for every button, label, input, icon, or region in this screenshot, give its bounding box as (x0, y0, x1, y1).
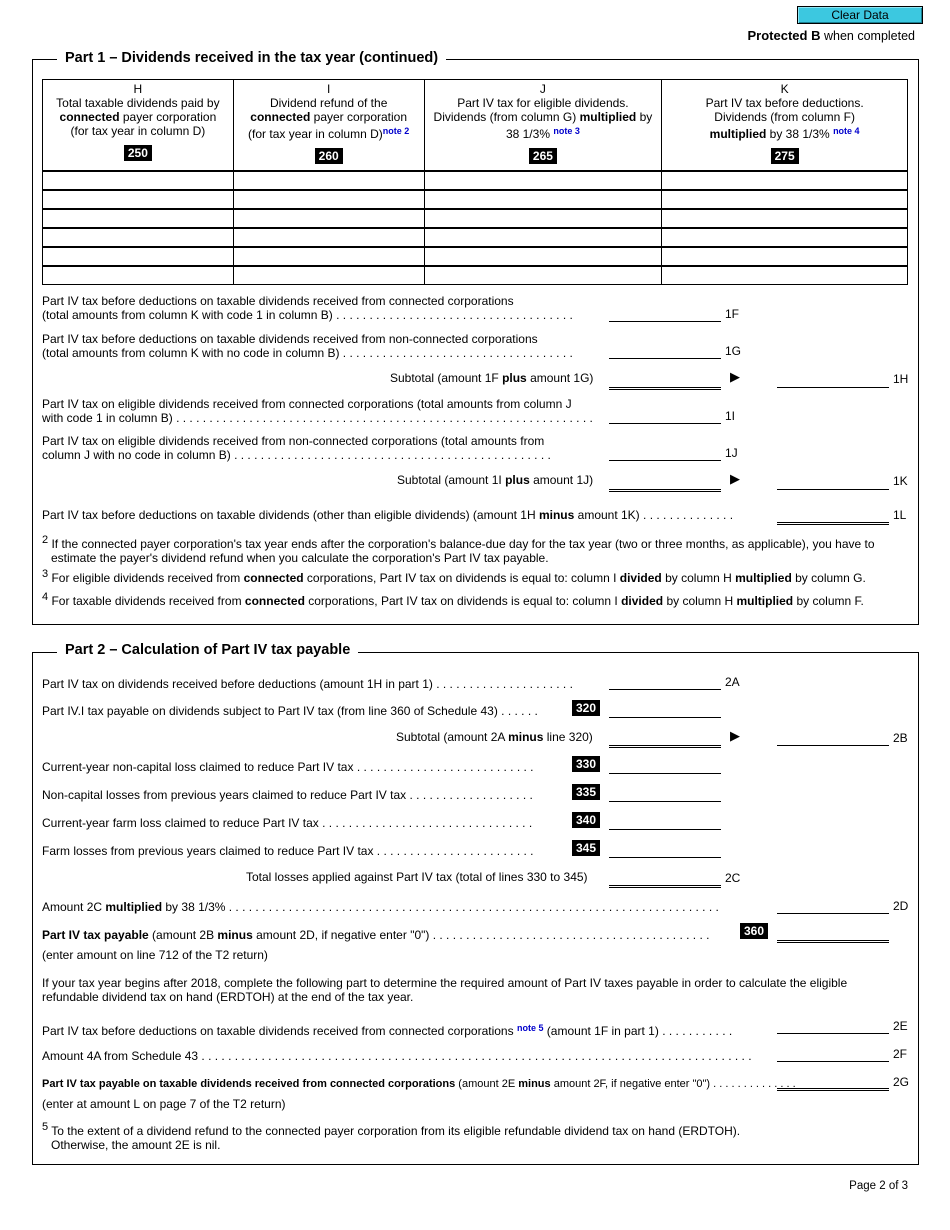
line-code-260: 260 (315, 148, 343, 164)
subtotal-2b-field[interactable] (609, 731, 721, 748)
cell-input[interactable] (662, 247, 908, 266)
clear-data-button[interactable]: Clear Data (797, 6, 923, 24)
right-arrow-icon: ▶ (730, 369, 740, 384)
amount-360-input[interactable] (777, 926, 889, 943)
column-j-header: J Part IV tax for eligible dividends. Dividends (from column G) multiplied by 38 1/3% $^{note 3}$ 265 (424, 80, 662, 172)
line-2g-label: Part IV tax payable on taxable dividends received from connected corporations (amount 2E minus amount 2F, if negative enter "0") . . . . . . . . . . . . . . (42, 1078, 796, 1090)
amount-2c-input[interactable] (609, 871, 721, 888)
amount-2d-input[interactable] (777, 899, 889, 914)
line-1l-label: Part IV tax before deductions on taxable dividends (other than eligible dividends) (amount 1H minus amount 1K) . . . . . . . . . . . . . . (42, 508, 734, 522)
code-1i: 1I (725, 409, 736, 423)
line-330-label: Current-year non-capital loss claimed to reduce Part IV tax . . . . . . . . . . . . . . . . . . . . . . . . . . . (42, 760, 534, 774)
note-2: $^2$ If the connected payer corporation's tax year ends after the corporation's balance-due day for the tax year (two or three months, as applicable), you have to estimate the payer's dividend refund when you calculate the corporation's Part IV tax payable. (42, 534, 875, 565)
line-2f-label: Amount 4A from Schedule 43 . . . . . . . . . . . . . . . . . . . . . . . . . . . . . . . . . . . . . . . . . . . . . . . . . . . . . . . . . . . . . . . . . . . . . . . . . . . . . . . . . . . (42, 1049, 752, 1063)
line-2e-label: Part IV tax before deductions on taxable dividends received from connected corporations $^{note 5}$ (amount 1F in part 1) . . . . . . . . . . . (42, 1023, 733, 1038)
amount-1l-input[interactable] (777, 508, 889, 525)
code-1j: 1J (725, 446, 738, 460)
amount-1j-input[interactable] (609, 446, 721, 461)
line-360-instruction: (enter amount on line 712 of the T2 return) (42, 948, 268, 962)
code-1f: 1F (725, 307, 740, 321)
protected-status: Protected B when completed (747, 28, 915, 43)
code-2f: 2F (893, 1047, 908, 1061)
cell-input[interactable] (43, 171, 234, 190)
table-row (43, 228, 908, 247)
amount-340-input[interactable] (609, 815, 721, 830)
line-320-label: Part IV.I tax payable on dividends subject to Part IV tax (from line 360 of Schedule 43) . . . . . . (42, 704, 538, 718)
note-5-link[interactable]: note 5 (516, 1023, 544, 1033)
note-3-link[interactable]: note 3 (553, 126, 580, 136)
line-1i-label: Part IV tax on eligible dividends received from connected corporations (total amounts from column J with code 1 in column B) . . . . . . . . . . . . . . . . . . . . . . . . . . . . . . . . . . . . . . . . . . . . . . . . . . . . . . . . . . . . . . . (42, 397, 593, 425)
line-1f-label: Part IV tax before deductions on taxable dividends received from connected corporations (total amounts from column K with code 1 in column B) . . . . . . . . . . . . . . . . . . . . . . . . . . . . . . . . . . . . (42, 294, 573, 322)
cell-input[interactable] (43, 247, 234, 266)
cell-input[interactable] (662, 266, 908, 285)
part1-title: Part 1 – Dividends received in the tax year (continued) (57, 50, 446, 66)
cell-input[interactable] (424, 247, 662, 266)
amount-2g-input[interactable] (777, 1074, 889, 1091)
cell-input[interactable] (43, 266, 234, 285)
line-1j-label: Part IV tax on eligible dividends received from non-connected corporations (total amounts from column J with no code in column B) . . . . . . . . . . . . . . . . . . . . . . . . . . . . . . . . . . . . . . . . . . . . . . . . (42, 434, 551, 462)
amount-2f-input[interactable] (777, 1047, 889, 1062)
table-row (43, 171, 908, 190)
cell-input[interactable] (43, 209, 234, 228)
column-i-header: I Dividend refund of the connected payer corporation (for tax year in column D)$^{note 2}$ 260 (233, 80, 424, 172)
dividends-table (42, 79, 908, 285)
table-row (43, 266, 908, 285)
amount-345-input[interactable] (609, 843, 721, 858)
note-5: $^5$ To the extent of a dividend refund to the connected payer corporation from its eligible refundable dividend tax on hand (ERDTOH). Otherwise, the amount 2E is nil. (42, 1121, 741, 1152)
line-340-label: Current-year farm loss claimed to reduce Part IV tax . . . . . . . . . . . . . . . . . . . . . . . . . . . . . . . . (42, 816, 533, 830)
code-2e: 2E (893, 1019, 908, 1033)
line-code-265: 265 (529, 148, 557, 164)
line-345-label: Farm losses from previous years claimed to reduce Part IV tax . . . . . . . . . . . . . . . . . . . . . . . . (42, 844, 534, 858)
cell-input[interactable] (233, 209, 424, 228)
line-code-360: 360 (740, 923, 768, 939)
line-335-label: Non-capital losses from previous years claimed to reduce Part IV tax . . . . . . . . . . . . . . . . . . . (42, 788, 533, 802)
cell-input[interactable] (662, 209, 908, 228)
line-code-335: 335 (572, 784, 600, 800)
table-row (43, 209, 908, 228)
subtotal-1k-field[interactable] (609, 475, 721, 492)
cell-input[interactable] (424, 228, 662, 247)
cell-input[interactable] (233, 266, 424, 285)
line-2d-label: Amount 2C multiplied by 38 1/3% . . . . . . . . . . . . . . . . . . . . . . . . . . . . . . . . . . . . . . . . . . . . . . . . . . . . . . . . . . . . . . . . . . . . . . . . . . (42, 900, 719, 914)
amount-1i-input[interactable] (609, 409, 721, 424)
cell-input[interactable] (662, 228, 908, 247)
cell-input[interactable] (424, 171, 662, 190)
subtotal-1k-label: Subtotal (amount 1I plus amount 1J) (397, 473, 594, 487)
column-k-header: K Part IV tax before deductions. Dividends (from column F) multiplied by 38 1/3% $^{note 4}$ 275 (662, 80, 908, 172)
line-code-330: 330 (572, 756, 600, 772)
subtotal-1h-label: Subtotal (amount 1F plus amount 1G) (390, 371, 594, 385)
amount-2b-input[interactable] (777, 731, 889, 746)
cell-input[interactable] (233, 171, 424, 190)
code-2d: 2D (893, 899, 909, 913)
code-2a: 2A (725, 675, 740, 689)
subtotal-1h-field[interactable] (609, 373, 721, 390)
amount-2e-input[interactable] (777, 1019, 889, 1034)
line-2g-instruction: (enter at amount L on page 7 of the T2 return) (42, 1097, 286, 1111)
line-code-320: 320 (572, 700, 600, 716)
cell-input[interactable] (424, 266, 662, 285)
code-1l: 1L (893, 508, 907, 522)
note-4: $^4$ For taxable dividends received from connected corporations, Part IV tax on dividends is equal to: column I divided by column H multiplied by column F. (42, 591, 864, 608)
line-2a-label: Part IV tax on dividends received before deductions (amount 1H in part 1) . . . . . . . . . . . . . . . . . . . . . (42, 677, 573, 691)
page-number: Page 2 of 3 (849, 1180, 908, 1192)
table-row (43, 247, 908, 266)
part2-title: Part 2 – Calculation of Part IV tax payable (57, 642, 358, 658)
table-row (43, 190, 908, 209)
code-1k: 1K (893, 474, 908, 488)
line-360-label: Part IV tax payable (amount 2B minus amount 2D, if negative enter "0") . . . . . . . . . . . . . . . . . . . . . . . . . . . . . . . . . . . . . . . . . . (42, 928, 710, 942)
line-code-345: 345 (572, 840, 600, 856)
cell-input[interactable] (424, 209, 662, 228)
subtotal-2b-label: Subtotal (amount 2A minus line 320) (396, 730, 593, 744)
amount-1k-input[interactable] (777, 475, 889, 490)
cell-input[interactable] (233, 247, 424, 266)
note-4-link[interactable]: note 4 (833, 126, 860, 136)
code-2c: 2C (725, 871, 741, 885)
amount-320-input[interactable] (609, 703, 721, 718)
column-h-header: H Total taxable dividends paid by connected payer corporation (for tax year in column D) 250 (43, 80, 234, 172)
line-code-340: 340 (572, 812, 600, 828)
code-2b: 2B (893, 731, 908, 745)
right-arrow-icon: ▶ (730, 471, 740, 486)
line-code-250: 250 (124, 145, 152, 161)
cell-input[interactable] (424, 190, 662, 209)
line-code-275: 275 (771, 148, 799, 164)
cell-input[interactable] (662, 171, 908, 190)
amount-1g-input[interactable] (609, 344, 721, 359)
cell-input[interactable] (233, 190, 424, 209)
note-3: $^3$ For eligible dividends received from connected corporations, Part IV tax on dividends is equal to: column I divided by column H multiplied by column G. (42, 568, 866, 585)
cell-input[interactable] (233, 228, 424, 247)
amount-330-input[interactable] (609, 759, 721, 774)
right-arrow-icon: ▶ (730, 728, 740, 743)
note-2-link[interactable]: note 2 (382, 126, 410, 136)
cell-input[interactable] (43, 190, 234, 209)
amount-335-input[interactable] (609, 787, 721, 802)
code-1h: 1H (893, 372, 909, 386)
erdtoh-intro: If your tax year begins after 2018, complete the following part to determine the required amount of Part IV taxes payable in order to calculate the eligible refundable dividend tax on hand (ERDTOH) at the end of the tax year. (42, 976, 848, 1004)
amount-1f-input[interactable] (609, 307, 721, 322)
line-1g-label: Part IV tax before deductions on taxable dividends received from non-connected corporations (total amounts from column K with no code in column B) . . . . . . . . . . . . . . . . . . . . . . . . . . . . . . . . . . . (42, 332, 573, 360)
cell-input[interactable] (43, 228, 234, 247)
amount-2a-input[interactable] (609, 675, 721, 690)
amount-1h-input[interactable] (777, 373, 889, 388)
line-2c-label: Total losses applied against Part IV tax (total of lines 330 to 345) (246, 870, 588, 884)
cell-input[interactable] (662, 190, 908, 209)
code-2g: 2G (893, 1075, 910, 1089)
code-1g: 1G (725, 344, 742, 358)
